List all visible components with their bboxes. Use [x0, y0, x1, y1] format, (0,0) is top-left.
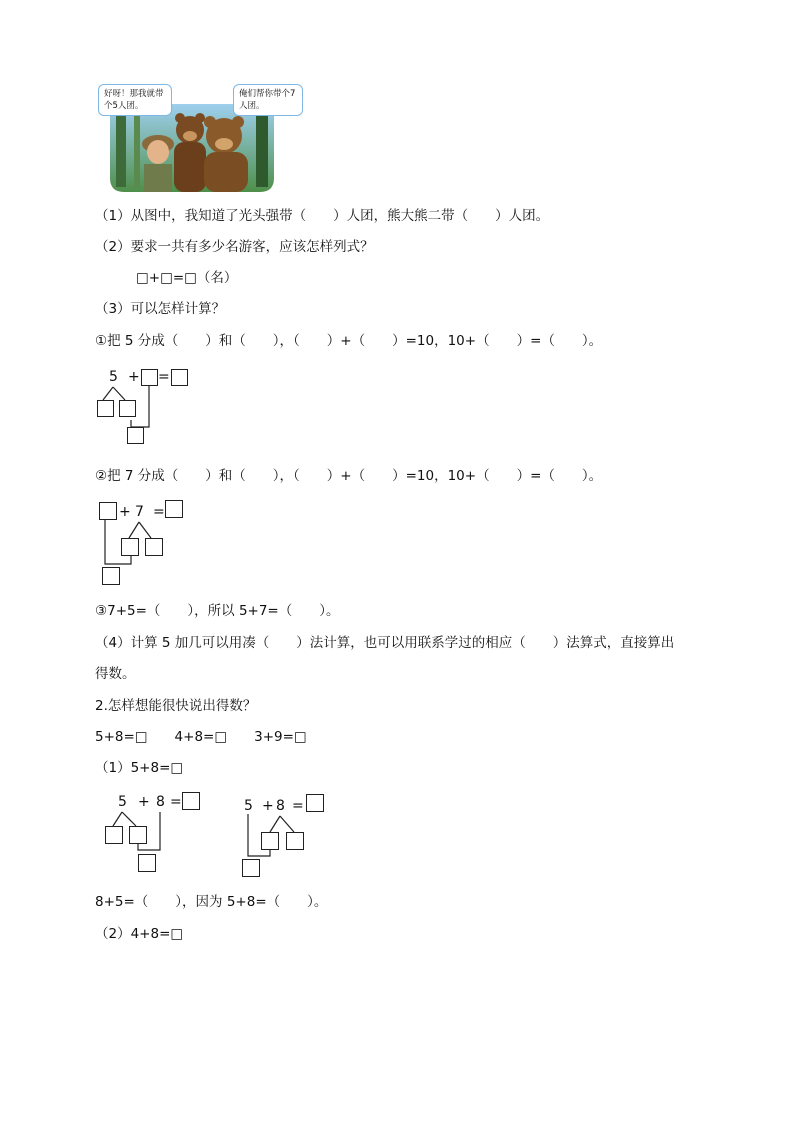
- section-2-part-1: （1）5+8=□: [95, 760, 184, 776]
- diagram-number-5: 5: [109, 369, 118, 385]
- question-3-step-1: ①把 5 分成（ ）和（ ），（ ）+（ ）=10，10+（ ）=（ ）。: [95, 333, 603, 349]
- diagram-number-5: 5: [244, 798, 253, 814]
- answer-box[interactable]: [105, 826, 123, 844]
- answer-box[interactable]: [97, 400, 114, 417]
- question-3-step-2: ②把 7 分成（ ）和（ ），（ ）+（ ）=10，10+（ ）=（ ）。: [95, 468, 603, 484]
- answer-box[interactable]: [286, 832, 304, 850]
- speech-bubble-left: 好呀！那我就带 个5人团。: [98, 84, 172, 116]
- diagram-plus-sign: +: [262, 798, 274, 814]
- answer-box[interactable]: [121, 538, 139, 556]
- diagram-plus-sign: +: [119, 504, 131, 520]
- question-4-text-line-2: 得数。: [95, 666, 136, 682]
- diagram-plus-sign: +: [128, 369, 140, 385]
- answer-box[interactable]: [242, 859, 260, 877]
- diagram-equals-sign: =: [153, 504, 165, 520]
- diagram-5-plus-8-split-8: [238, 790, 348, 880]
- diagram-number-8: 8: [276, 798, 285, 814]
- diagram-5-plus-box: [95, 365, 205, 450]
- answer-box[interactable]: [127, 427, 144, 444]
- question-1-text: （1）从图中，我知道了光头强带（ ）人团，熊大熊二带（ ）人团。: [95, 208, 550, 224]
- question-3-step-3: ③7+5=（ ），所以 5+7=（ ）。: [95, 603, 340, 619]
- answer-box[interactable]: [102, 567, 120, 585]
- answer-box[interactable]: [261, 832, 279, 850]
- diagram-number-5: 5: [118, 794, 127, 810]
- question-2-formula: □+□=□（名）: [136, 270, 238, 286]
- illustration: [96, 82, 302, 192]
- question-3-text: （3）可以怎样计算？: [95, 301, 226, 317]
- diagram-equals-sign: =: [292, 798, 304, 814]
- section-2-equations: 5+8=□ 4+8=□ 3+9=□: [95, 729, 307, 745]
- diagram-equals-sign: =: [158, 369, 170, 385]
- diagram-equals-sign: =: [170, 794, 182, 810]
- answer-box[interactable]: [129, 826, 147, 844]
- diagram-number-7: 7: [135, 504, 144, 520]
- section-2-part-1-answer: 8+5=（ ），因为 5+8=（ ）。: [95, 894, 328, 910]
- diagram-plus-sign: +: [138, 794, 150, 810]
- diagram-number-8: 8: [156, 794, 165, 810]
- answer-box[interactable]: [138, 854, 156, 872]
- answer-box[interactable]: [119, 400, 136, 417]
- question-4-text-line-1: （4）计算 5 加几可以用凑（ ）法计算，也可以用联系学过的相应（ ）法算式，直接算出: [95, 635, 675, 651]
- speech-bubble-right: 俺们帮你带个7 人团。: [233, 84, 303, 116]
- section-2-title: 2.怎样想能很快说出得数？: [95, 698, 257, 714]
- diagram-5-plus-8-split-5: [100, 790, 210, 880]
- diagram-box-plus-7: [95, 498, 205, 588]
- question-2-text: （2）要求一共有多少名游客，应该怎样列式？: [95, 239, 374, 255]
- section-2-part-2: （2）4+8=□: [95, 926, 184, 942]
- answer-box[interactable]: [145, 538, 163, 556]
